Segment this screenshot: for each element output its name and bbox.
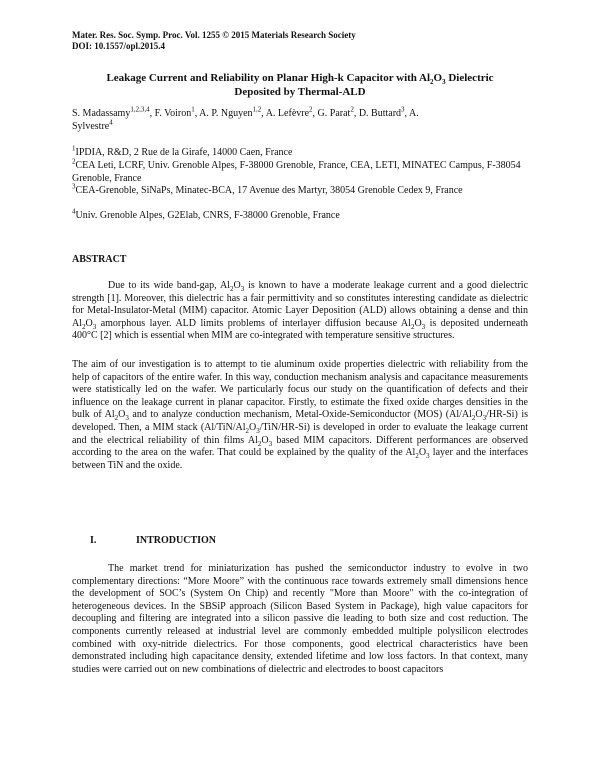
abstract-paragraph-2: The aim of our investigation is to attempt to tie aluminum oxide properties dielectric with reliability from the help of capacitors of the entire wafer. In this way, conduction mechanism analysis and capacitance measurements were statistically led on the wafer. We particularly focus our study on the quantification of defects and their influence on the leakage current in planar capacitor. Firstly, to estimate the fixed oxide charges densities in the bulk of $Al_2O_3$ and to analyze conduction mechanism, Metal-Oxide-Semiconductor (MOS) $(Al/Al_2O_3/HR-Si)$ is developed. Then, a MIM stack $(Al/TiN/Al_2O_3/TiN/HR-Si)$ is developed in order to evaluate the leakage current and the electrical reliability of thin films $Al_2O_3$ based MIM capacitors. Different performances are observed according to the area on the wafer. That could be explained by the quality of the $Al_2O_3$ layer and the interfaces between TiN and the oxide. (72, 359, 529, 471)
title-line-2: Deposited by Thermal-ALD (234, 86, 366, 98)
introduction-paragraph-1: The market trend for miniaturization has pushed the semiconductor industry to evolve in two complementary directions: “More Moore” with the continuous race towards extremely small dimensions hence the development of SOC’s (System On Chip) and recently "More than Moore" with the co-integration of heterogeneous devices. In the SBSiP approach (Silicon Based System in Package), high value capacitors for decoupling and filtering are integrated into a silicon passive die leading to both size and cost reduction. The components currently released at industrial level are commonly embedded multiple polysilicon electrodes combined with oxy-nitride dielectrics. For those components, good electrical characteristics have been demonstrated including high capacitance density, extended lifetime and low loss factors. In that context, many studies were carried out on new combinations of dielectric and electrodes to boost capacitors (72, 563, 528, 675)
doi-line: DOI: 10.1557/opl.2015.4 (72, 41, 166, 51)
abstract-paragraph-1: Due to its wide band-gap, $Al_2O_3$ is known to have a moderate leakage current and a good dielectric strength [1]. Moreover, this dielectric has a fair permittivity and so constitutes interesting candidate as dielectric for Metal-Insulator-Metal (MIM) capacitor. Atomic Layer Deposition (ALD) allows obtaining a dense and thin $Al_2O_3$ amorphous layer. ALD limits problems of interlayer diffusion because $Al_2O_3$ is deposited underneath 400°C [2] which is essential when MIM are co-integrated with temperature sensitive structures. (72, 280, 529, 342)
introduction-heading: INTRODUCTION (136, 535, 217, 546)
paper-title (72, 71, 528, 99)
section-number: I. (90, 535, 97, 546)
abstract-heading: ABSTRACT (72, 254, 127, 265)
affiliation-2: $^2$CEA Leti, LCRF, Univ. Grenoble Alpes, F-38000 Grenoble, France, CEA, LETI, MINATEC Campus, F-38054 Grenoble, France (72, 157, 521, 184)
author-list: S. Madassamy$^{1,2,3,4}$, F. Voiron$^1$, A. P. Nguyen$^{1,2}$, A. Lefèvre$^2$, G. Parat$^2$, D. Buttard$^3$, A. Sylvestre$^4$ (72, 105, 419, 132)
affiliation-4: $^4$Univ. Grenoble Alpes, G2Elab, CNRS, F-38000 Grenoble, France (72, 207, 340, 221)
journal-citation: Mater. Res. Soc. Symp. Proc. Vol. 1255 © 2015 Materials Research Society (72, 30, 356, 40)
affiliation-1: $^1$IPDIA, R&D, 2 Rue de la Girafe, 14000 Caen, France (72, 144, 293, 158)
affiliation-3: $^3$CEA-Grenoble, SiNaPs, Minatec-BCA, 17 Avenue des Martyr, 38054 Grenoble Cedex 9, France (72, 182, 463, 196)
journal-header (72, 30, 356, 52)
title-line-1: Leakage Current and Reliability on Planar High-k Capacitor with $Al_2O_3$ Dielectric (106, 72, 494, 87)
